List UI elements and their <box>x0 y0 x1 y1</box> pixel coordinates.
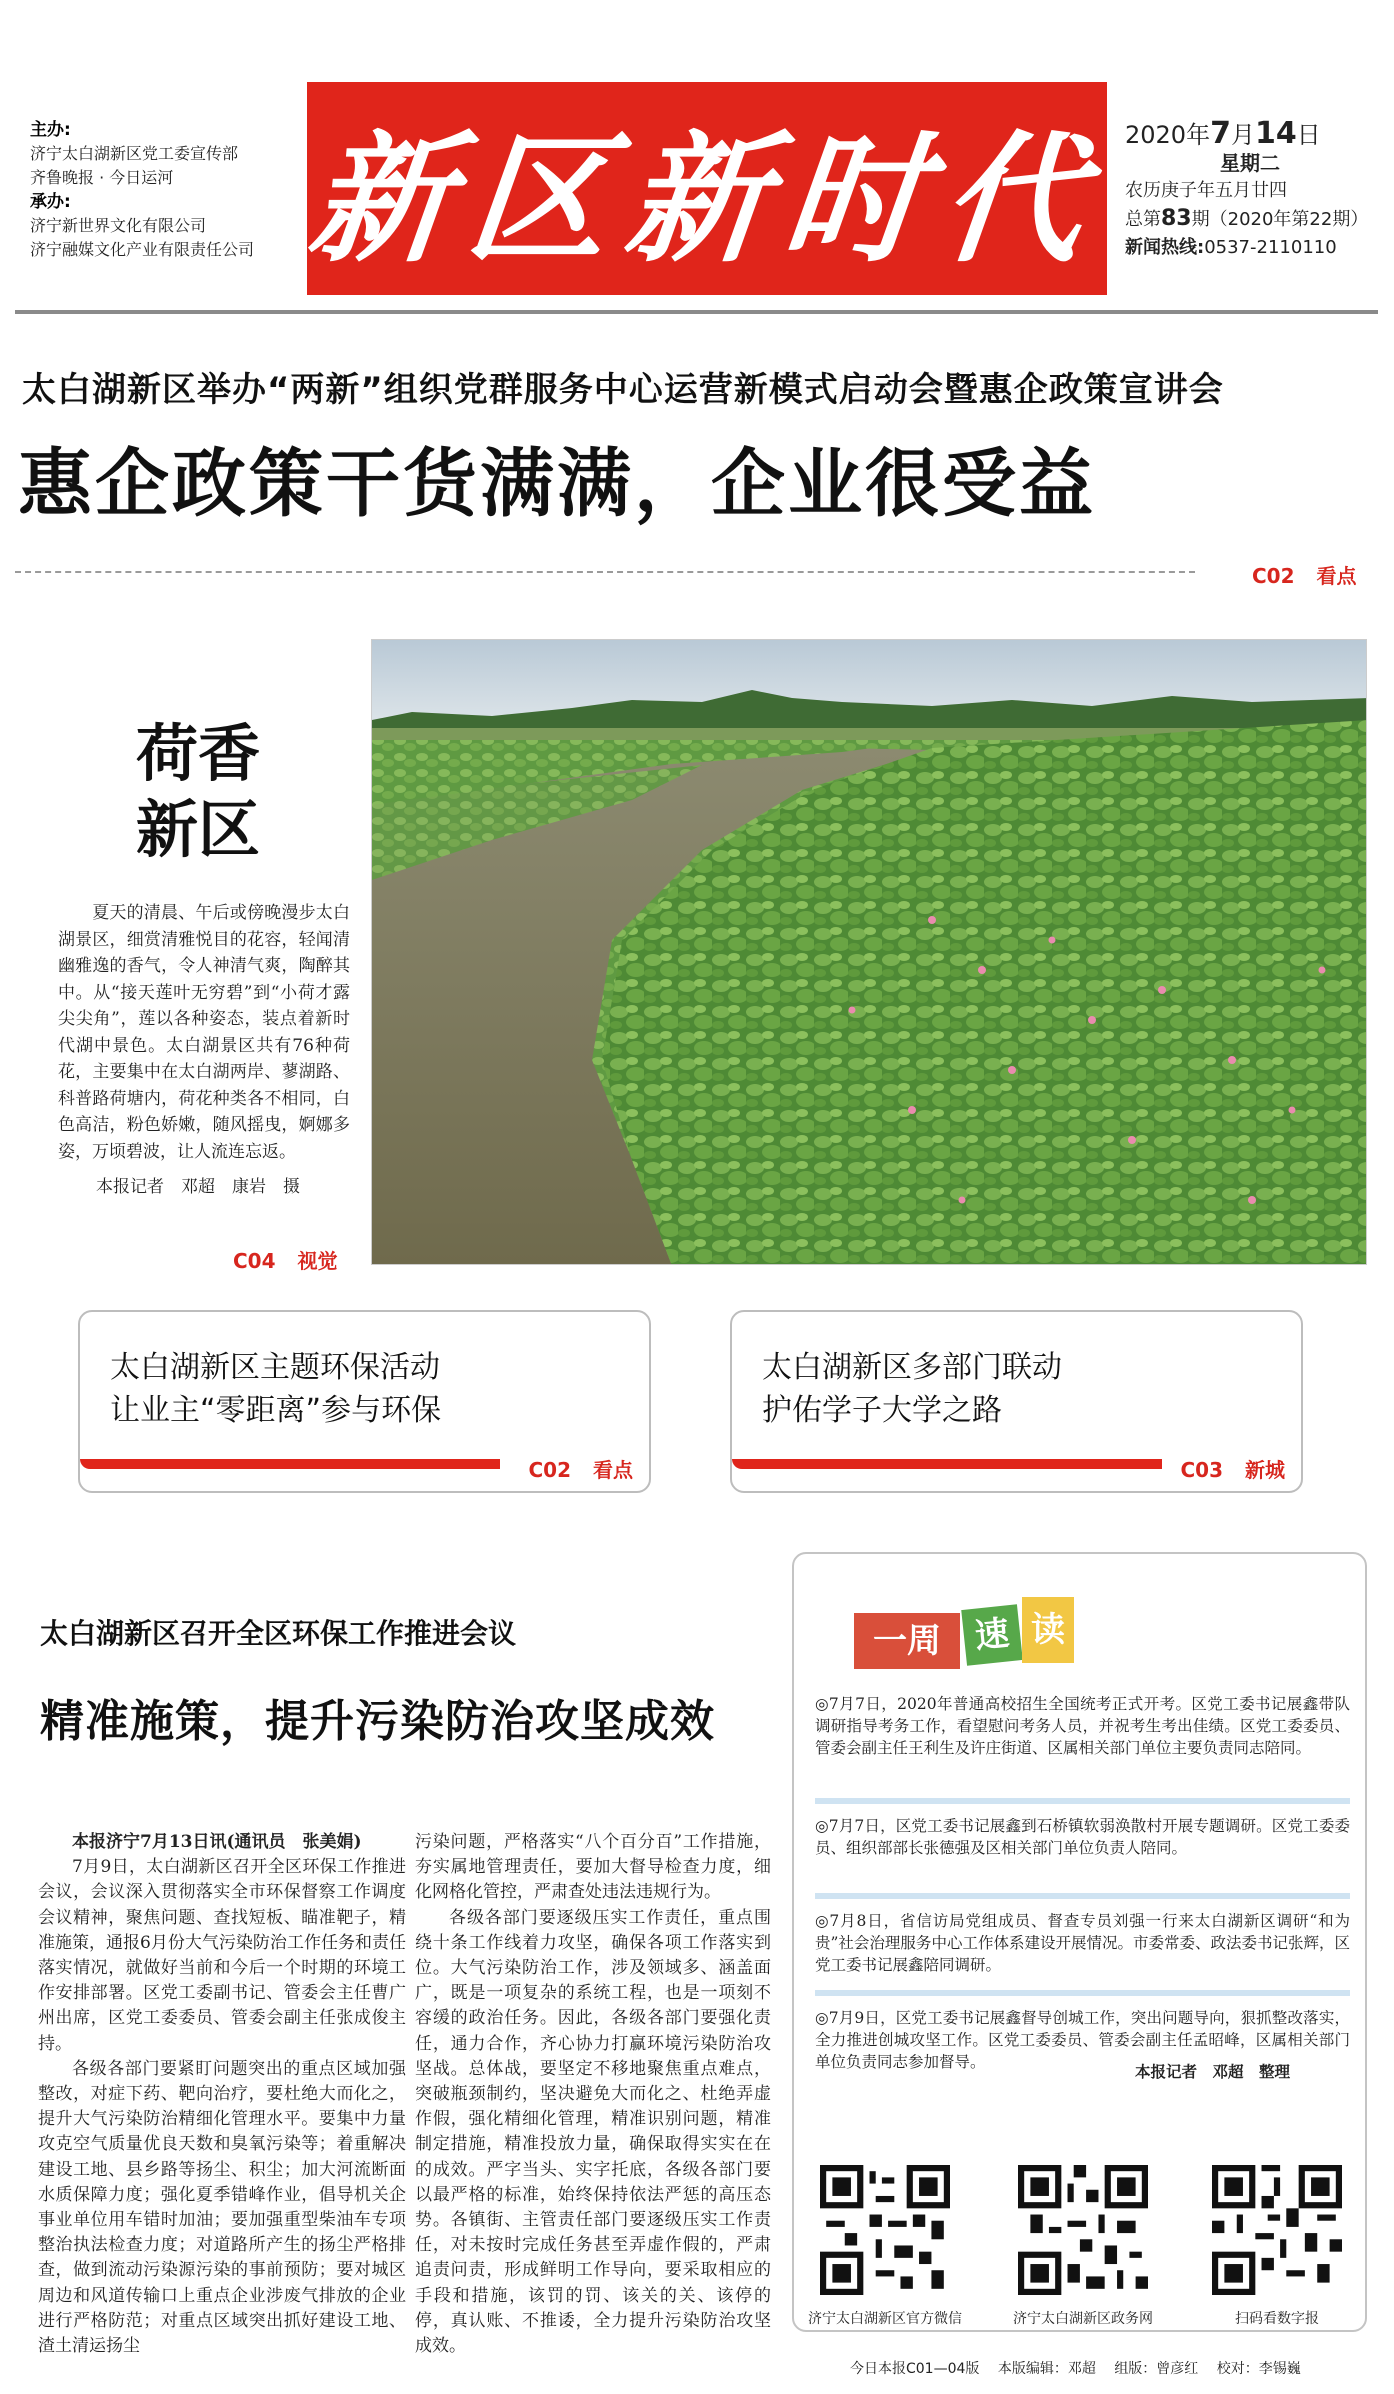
weekly-item-4: ◎7月9日，区党工委书记展鑫督导创城工作，突出问题导向，狠抓整改落实，全力推进创城攻坚工作。区党工委委员、管委会副主任孟昭峰，区属相关部门单位负责同志参加督导。 <box>815 2009 1350 2071</box>
weekly-separator <box>815 1893 1350 1899</box>
teaser-eco-event-title: 太白湖新区主题环保活动 让业主“零距离”参与环保 <box>110 1350 442 1428</box>
teaser-exam-escort[interactable] <box>730 1310 1303 1493</box>
footer-edition: 今日本报C01—04版 <box>850 2361 980 2377</box>
teaser-red-bar <box>732 1459 1162 1469</box>
footer-editor: 本版编辑：邓超 <box>997 2361 1096 2377</box>
teaser-exam-escort-ref[interactable]: C03 新城 <box>1180 1458 1285 1482</box>
lead-page-ref[interactable]: C02 看点 <box>1252 564 1357 588</box>
sponsor-2: 齐鲁晚报 · 今日运河 <box>30 168 174 187</box>
organizer-1: 济宁新世界文化有限公司 <box>30 216 207 235</box>
weekly-item-1: ◎7月7日，2020年普通高校招生全国统考正式开考。区党工委书记展鑫带队调研指导考务工作，看望慰问考务人员，并祝考生考出佳绩。区党工委委员、管委会副主任王利生及许庄街道、区属相关部门单位主要负责同志陪同。 <box>815 1695 1350 1757</box>
weekly-item-2: ◎7月7日，区党工委书记展鑫到石桥镇软弱涣散村开展专题调研。区党工委委员、组织部部长张德强及区相关部门单位负责人陪同。 <box>815 1817 1350 1857</box>
qr-code-icon[interactable] <box>1212 2165 1342 2295</box>
qr-caption-wechat: 济宁太白湖新区官方微信 <box>808 2311 962 2327</box>
news-hotline: 新闻热线:0537-2110110 <box>1125 237 1337 258</box>
teaser-eco-event[interactable] <box>78 1310 651 1493</box>
publisher-block <box>30 118 320 262</box>
footer-proof: 校对：李锡巍 <box>1216 2361 1301 2377</box>
weekly-digest-logo: 一周 速 读 <box>854 1577 1074 1673</box>
sponsor-1: 济宁太白湖新区党工委宣传部 <box>30 144 239 163</box>
feature-credit: 本报记者 邓超 康岩 摄 <box>96 1177 300 1197</box>
feature-text: 夏天的清晨、午后或傍晚漫步太白湖景区，细赏清雅悦目的花容，轻闻清幽雅逸的香气，令人神清气爽，陶醉其中。从“接天莲叶无穷碧”到“小荷才露尖尖角”，莲以各种姿态，装点着新时代湖中景色。太白湖景区共有76种荷花，主要集中在太白湖两岸、蓼湖路、科普路荷塘内，荷花种类各不相同，白色高洁，粉色娇嫩，随风摇曳，婀娜多姿，万顷碧波，让人流连忘返。 <box>58 903 350 1162</box>
footer-layout: 组版：曾彦红 <box>1114 2361 1199 2377</box>
weekly-separator <box>815 1990 1350 1996</box>
lead-divider <box>15 571 1195 573</box>
issue-number: 总第83期（2020年第22期） <box>1125 206 1369 231</box>
organizer-2: 济宁融媒文化产业有限责任公司 <box>30 240 255 259</box>
qr-code-icon[interactable] <box>820 2165 950 2295</box>
article-column-2: 污染问题，严格落实“八个百分百”工作措施，夯实属地管理责任，要加大督导检查力度，细化网格化管控，严肃查处违法违规行为。 各级各部门要逐级压实工作责任，重点围绕十条工作线着力攻坚，确保各项工作落实到位。大气污染防治工作，涉及领域多、涵盖面广，既是一项复杂的系统工程，也是一项刻不容缓的政治任务。因此，各级各部门要强化责任，通力合作，齐心协力打赢环境污染防治攻坚战。总体战，要坚定不移地聚焦重点难点，突破瓶颈制约，坚决避免大而化之、杜绝弄虚作假，强化精细化管理，精准识别问题，精准制定措施，精准投放力量，确保取得实实在在的成效。严字当头、实字托底，各级各部门要以最严格的标准，始终保持依法严惩的高压态势。各镇街、主管责任部门要逐级压实工作责任，对未按时完成任务甚至弄虚作假的，严肃追责问责，形成鲜明工作导向，要采取相应的手段和措施，该罚的罚、该关的关、该停的停，真认账、不推诿，全力提升污染防治攻坚成效。 <box>415 1832 771 2357</box>
masthead-rule <box>15 310 1378 314</box>
teaser-eco-event-ref[interactable]: C02 看点 <box>528 1458 633 1482</box>
teaser-red-bar <box>80 1459 500 1469</box>
feature-page-ref[interactable]: C04 视觉 <box>233 1249 338 1273</box>
lead-kicker: 太白湖新区举办“两新”组织党群服务中心运营新模式启动会暨惠企政策宣讲会 <box>22 370 1224 410</box>
weekly-separator <box>815 1798 1350 1804</box>
masthead-title: 新区新时代 <box>302 118 1110 282</box>
weekday: 星期二 <box>1220 151 1280 175</box>
lunar-date: 农历庚子年五月廿四 <box>1125 180 1287 201</box>
article-byline: 本报济宁7月13日讯(通讯员 张美娟) <box>72 1832 362 1852</box>
qr-caption-website: 济宁太白湖新区政务网 <box>1013 2311 1153 2327</box>
qr-code-icon[interactable] <box>1018 2165 1148 2295</box>
lotus-pond-illustration <box>372 640 1367 1265</box>
masthead-banner <box>302 82 1110 295</box>
lead-headline: 惠企政策干货满满，企业很受益 <box>18 441 1096 527</box>
issue-date: 2020年7月14日 <box>1125 116 1321 151</box>
weekly-item-3: ◎7月8日，省信访局党组成员、督查专员刘强一行来太白湖新区调研“和为贵”社会治理服务中心工作体系建设开展情况。市委常委、政法委书记张辉，区党工委书记展鑫陪同调研。 <box>815 1912 1350 1974</box>
lotus-pond-photo <box>371 639 1367 1265</box>
feature-title: 荷香 新区 <box>136 717 261 866</box>
page-footer <box>850 2358 1301 2378</box>
qr-caption-digital-paper: 扫码看数字报 <box>1235 2311 1319 2327</box>
weekly-credit: 本报记者 邓超 整理 <box>1135 2062 1291 2081</box>
teaser-exam-escort-title: 太白湖新区多部门联动 护佑学子大学之路 <box>762 1350 1062 1428</box>
article-kicker: 太白湖新区召开全区环保工作推进会议 <box>40 1617 517 1650</box>
date-block <box>1125 116 1375 262</box>
article-headline: 精准施策，提升污染防治攻坚成效 <box>40 1696 715 1747</box>
organizer-label: 承办: <box>30 192 71 212</box>
sponsor-label: 主办: <box>30 120 71 140</box>
article-column-1: 本报济宁7月13日讯(通讯员 张美娟) 7月9日，太白湖新区召开全区环保工作推进会议，会议深入贯彻落实全市环保督察工作调度会议精神，聚焦问题、查找短板、瞄准靶子，精准施策，通报6月份大气污染防治工作任务和责任落实情况，就做好当前和今后一个时期的环境工作安排部署。区党工委副书记、管委会主任曹广州出席，区党工委委员、管委会副主任张成俊主持。 各级各部门要紧盯问题突出的重点区域加强整改，对症下药、靶向治疗，要杜绝大而化之，提升大气污染防治精细化管理水平。要集中力量攻克空气质量优良天数和臭氧污染等；着重解决建设工地、县乡路等扬尘、积尘；加大河流断面水质保障力度；强化夏季错峰作业，倡导机关企事业单位用车错时加油；要加强重型柴油车专项整治执法检查力度；对道路所产生的扬尘严格排查，做到流动污染源污染的事前预防；要对城区周边和风道传输口上重点企业涉废气排放的企业进行严格防范；对重点区域突出抓好建设工地、渣土清运扬尘 <box>38 1832 406 2357</box>
